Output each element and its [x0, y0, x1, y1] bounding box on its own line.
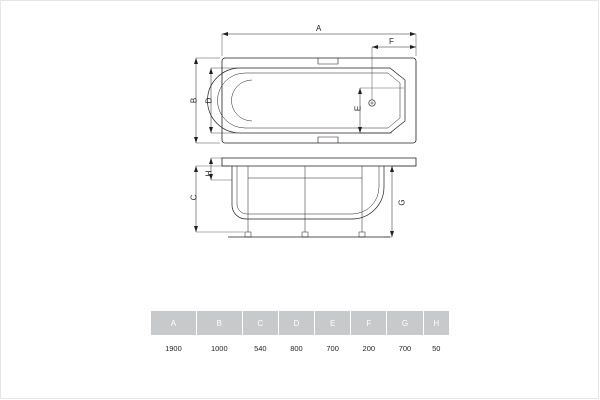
- dim-label-H: H: [204, 170, 214, 177]
- table-row: [151, 336, 450, 361]
- dimensions-table: [150, 310, 450, 361]
- dim-label-G: G: [397, 199, 407, 206]
- dim-label-D: D: [204, 97, 214, 104]
- table-header-b: B: [196, 311, 242, 336]
- tub-bowl-side: [232, 166, 384, 219]
- dim-label-F: F: [389, 37, 394, 46]
- table-header-row: [151, 311, 450, 336]
- tub-feet: [245, 232, 365, 237]
- tub-headrest: [232, 80, 252, 121]
- table-header-a: A: [151, 311, 197, 336]
- table-cell-d: 800: [278, 336, 314, 361]
- tub-grip-bottom: [318, 137, 338, 143]
- table-cell-e: 700: [315, 336, 351, 361]
- table-header-c: C: [242, 311, 278, 336]
- table-cell-b: 1000: [196, 336, 242, 361]
- table-header-g: G: [387, 311, 423, 336]
- table-cell-h: 50: [423, 336, 449, 361]
- table-cell-f: 200: [351, 336, 387, 361]
- table-header-h: H: [423, 311, 449, 336]
- drain-circle: [369, 100, 375, 106]
- table-cell-a: 1900: [151, 336, 197, 361]
- drain-center: [371, 102, 373, 104]
- dim-label-B: B: [189, 97, 199, 104]
- dim-label-E: E: [353, 105, 363, 112]
- tub-outline-top: [222, 58, 416, 143]
- tub-rim-side: [222, 158, 416, 166]
- tub-grip-top: [318, 58, 338, 64]
- dim-label-A: A: [316, 24, 322, 33]
- tub-bowl-top: [208, 68, 405, 133]
- table-header-d: D: [278, 311, 314, 336]
- tub-bowl-side-inner: [237, 166, 379, 214]
- table-header-f: F: [351, 311, 387, 336]
- table-cell-c: 540: [242, 336, 278, 361]
- dim-label-C: C: [189, 194, 199, 201]
- table-header-e: E: [315, 311, 351, 336]
- table-cell-g: 700: [387, 336, 423, 361]
